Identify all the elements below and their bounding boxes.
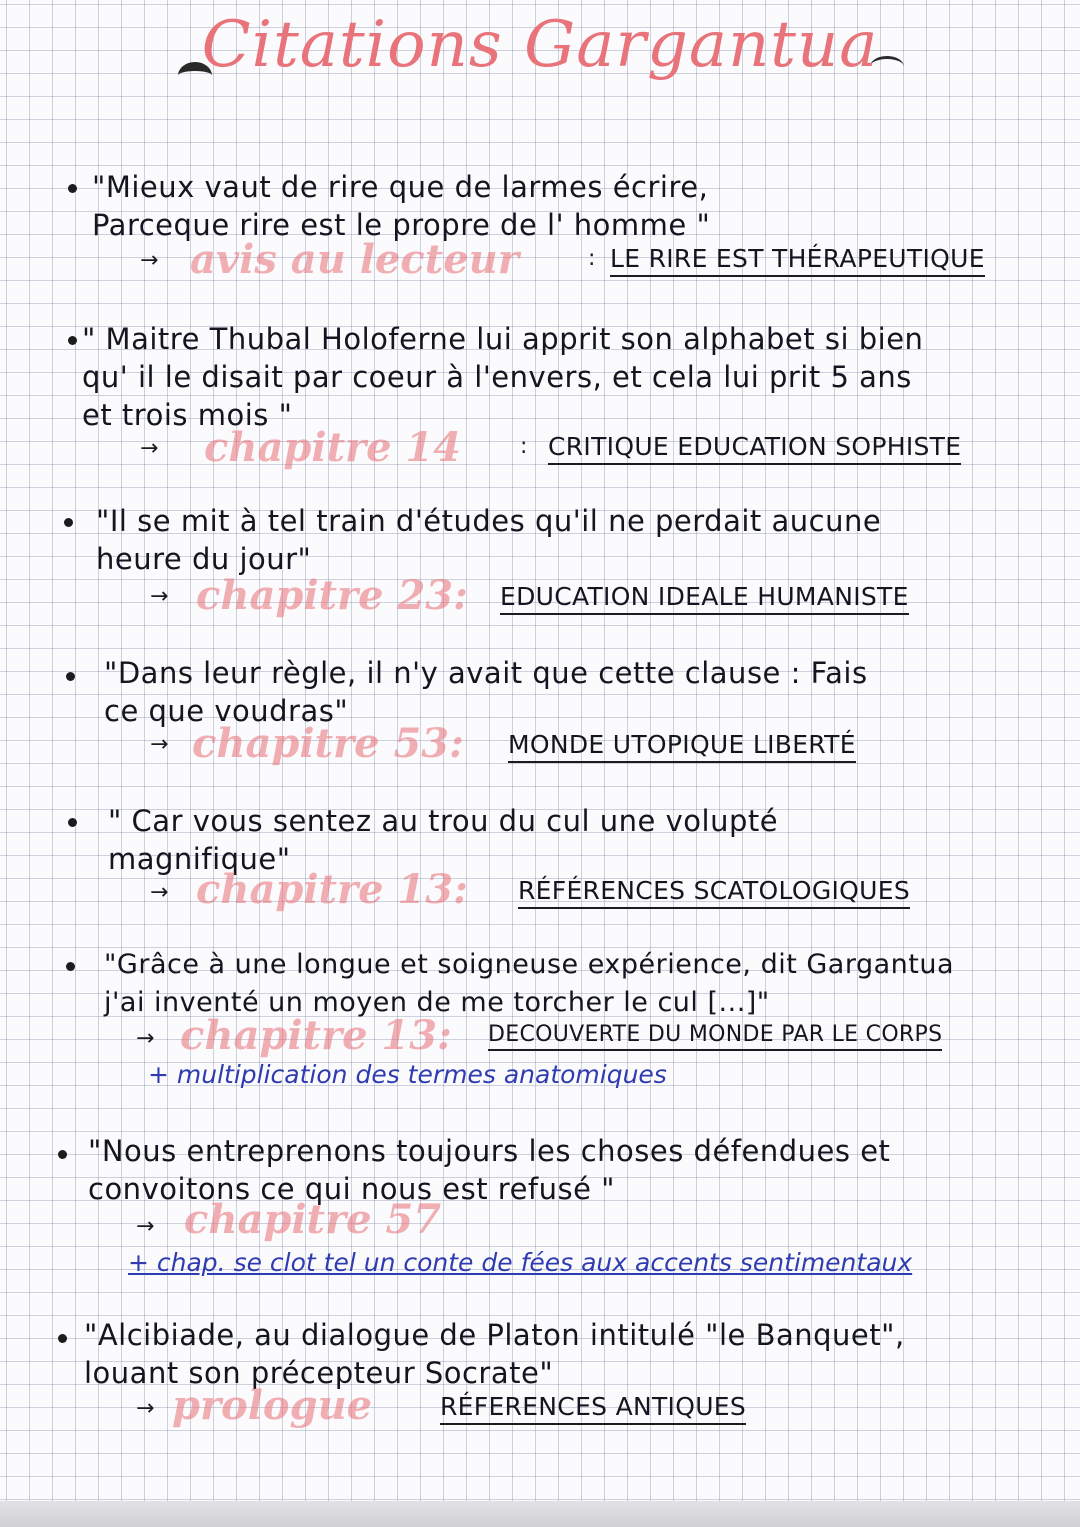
bullet-icon <box>68 336 77 345</box>
source-reference: chapitre 53: <box>192 720 464 767</box>
arrow-icon: → <box>150 880 169 905</box>
source-reference: avis au lecteur <box>190 236 519 283</box>
source-reference: chapitre 14 <box>204 424 462 471</box>
page-edge <box>0 1501 1080 1527</box>
margin-note: + multiplication des termes anatomiques <box>148 1060 667 1089</box>
arrow-icon: → <box>136 1026 155 1051</box>
quote-text: "Mieux vaut de rire que de larmes écrire, Parceque rire est le propre de l' homme " <box>92 170 711 242</box>
arrow-icon: → <box>136 1396 155 1421</box>
source-reference: chapitre 13: <box>196 866 468 913</box>
bullet-icon <box>64 518 73 527</box>
arrow-icon: → <box>136 1214 155 1239</box>
theme-label: MONDE UTOPIQUE LIBERTÉ <box>508 730 856 763</box>
arrow-icon: → <box>140 436 159 461</box>
arrow-icon: → <box>140 248 159 273</box>
quote-text: " Maitre Thubal Holoferne lui apprit son alphabet si bien qu' il le disait par coeur à l'envers, et cela lui prit 5 ans et trois mois " <box>82 322 924 432</box>
arrow-icon: → <box>150 584 169 609</box>
source-reference: chapitre 13: <box>180 1012 452 1059</box>
bullet-icon <box>68 184 77 193</box>
theme-label: RÉFERENCES ANTIQUES <box>440 1392 746 1425</box>
source-reference: chapitre 57 <box>184 1196 442 1243</box>
bullet-icon <box>58 1150 67 1159</box>
separator: : <box>588 246 596 271</box>
arrow-icon: → <box>150 732 169 757</box>
quote-text: "Nous entreprenons toujours les choses défendues et convoitons ce qui nous est refusé " <box>88 1134 891 1206</box>
theme-label: CRITIQUE EDUCATION SOPHISTE <box>548 432 961 465</box>
bullet-icon <box>58 1334 67 1343</box>
quote-text: "Alcibiade, au dialogue de Platon intitulé "le Banquet", louant son précepteur Socrate" <box>84 1318 905 1390</box>
bullet-icon <box>66 672 75 681</box>
page-title: Citations Gargantua <box>201 8 879 82</box>
theme-label: LE RIRE EST THÉRAPEUTIQUE <box>610 244 985 277</box>
quote-text: "Grâce à une longue et soigneuse expérience, dit Gargantua j'ai inventé un moyen de me torcher le cul [...]" <box>104 949 955 1018</box>
bullet-icon <box>68 818 77 827</box>
quote-text: " Car vous sentez au trou du cul une volupté magnifique" <box>108 804 779 876</box>
bullet-icon <box>66 962 75 971</box>
source-reference: chapitre 23: <box>196 572 468 619</box>
theme-label: EDUCATION IDEALE HUMANISTE <box>500 582 909 615</box>
quote-text: "Dans leur règle, il n'y avait que cette clause : Fais ce que voudras" <box>104 656 868 728</box>
theme-label: DECOUVERTE DU MONDE PAR LE CORPS <box>488 1022 942 1051</box>
source-reference: prologue <box>172 1382 373 1429</box>
separator: : <box>520 434 528 459</box>
quote-text: "Il se mit à tel train d'études qu'il ne perdait aucune heure du jour" <box>96 504 882 576</box>
theme-label: RÉFÉRENCES SCATOLOGIQUES <box>518 876 910 909</box>
margin-note: + chap. se clot tel un conte de fées aux accents sentimentaux <box>128 1248 913 1277</box>
